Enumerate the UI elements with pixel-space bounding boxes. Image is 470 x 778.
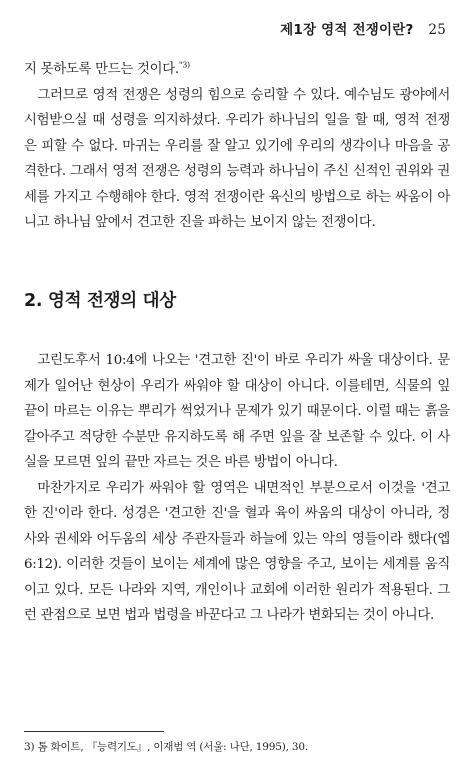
page-number: 25	[428, 22, 446, 38]
chapter-title: 제1장 영적 전쟁이란?	[280, 22, 414, 38]
paragraph: 그러므로 영적 전쟁은 성령의 힘으로 승리할 수 있다. 예수님도 광야에서 시험받으실 때 성령을 의지하셨다. 우리가 하나님의 일을 할 때, 영적 전쟁은 피할 수 없다. 마귀는 우리를 잘 알고 있기에 우리의 생각이나 마음을 공격한다. 그래서 영적 전쟁은 성령의 능력과 하나님이 주신 신적인 권위와 권세를 가지고 수행해야 한다. 영적 전쟁이란 육신의 방법으로 하는 싸움이 아니고 하나님 앞에서 견고한 진을 파하는 보이지 않는 전쟁이다.	[24, 87, 450, 230]
section-heading: 2. 영적 전쟁의 대상	[24, 291, 176, 311]
footnote: 3) 톰 화이트, 『능력기도』, 이재범 역 (서울: 나단, 1995), 30.	[24, 741, 309, 753]
body-text-top	[24, 57, 450, 236]
body-text-section	[24, 348, 450, 629]
running-header	[280, 18, 446, 38]
paragraph-continued	[24, 57, 450, 83]
footnote-reference: "3)	[178, 60, 190, 70]
paragraph: 고린도후서 10:4에 나오는 '견고한 진'이 바로 우리가 싸울 대상이다. 문제가 일어난 현상이 우리가 싸워야 할 대상이 아니다. 이를테면, 식물의 잎 끝이 마르는 이유는 뿌리가 썩었거나 문제가 있기 때문이다. 이럴 때는 흙을 갈아주고 적당한 수분만 유지하도록 해 주면 잎을 잘 보존할 수 있다. 이 사실을 모르면 잎의 끝만 자르는 것은 바른 방법이 아니다.	[24, 353, 450, 470]
footnote-divider	[24, 731, 164, 732]
paragraph-text: 지 못하도록 만드는 것이다.	[24, 62, 179, 77]
paragraph: 마찬가지로 우리가 싸워야 할 영역은 내면적인 부분으로서 이것을 '견고한 진'이라 한다. 성경은 '견고한 진'을 혈과 육이 싸움의 대상이 아니라, 정사와 권세와 어두움의 세상 주관자들과 하늘에 있는 악의 영들이라 했다(엡 6:12). 이러한 것들이 보이는 세계에 많은 영향을 주고, 보이는 세계를 움직이고 있다. 모든 나라와 지역, 개인이나 교회에 이러한 원리가 적용된다. 그런 관점으로 보면 법과 법령을 바꾼다고 그 나라가 변화되는 것이 아니다.	[24, 480, 450, 623]
